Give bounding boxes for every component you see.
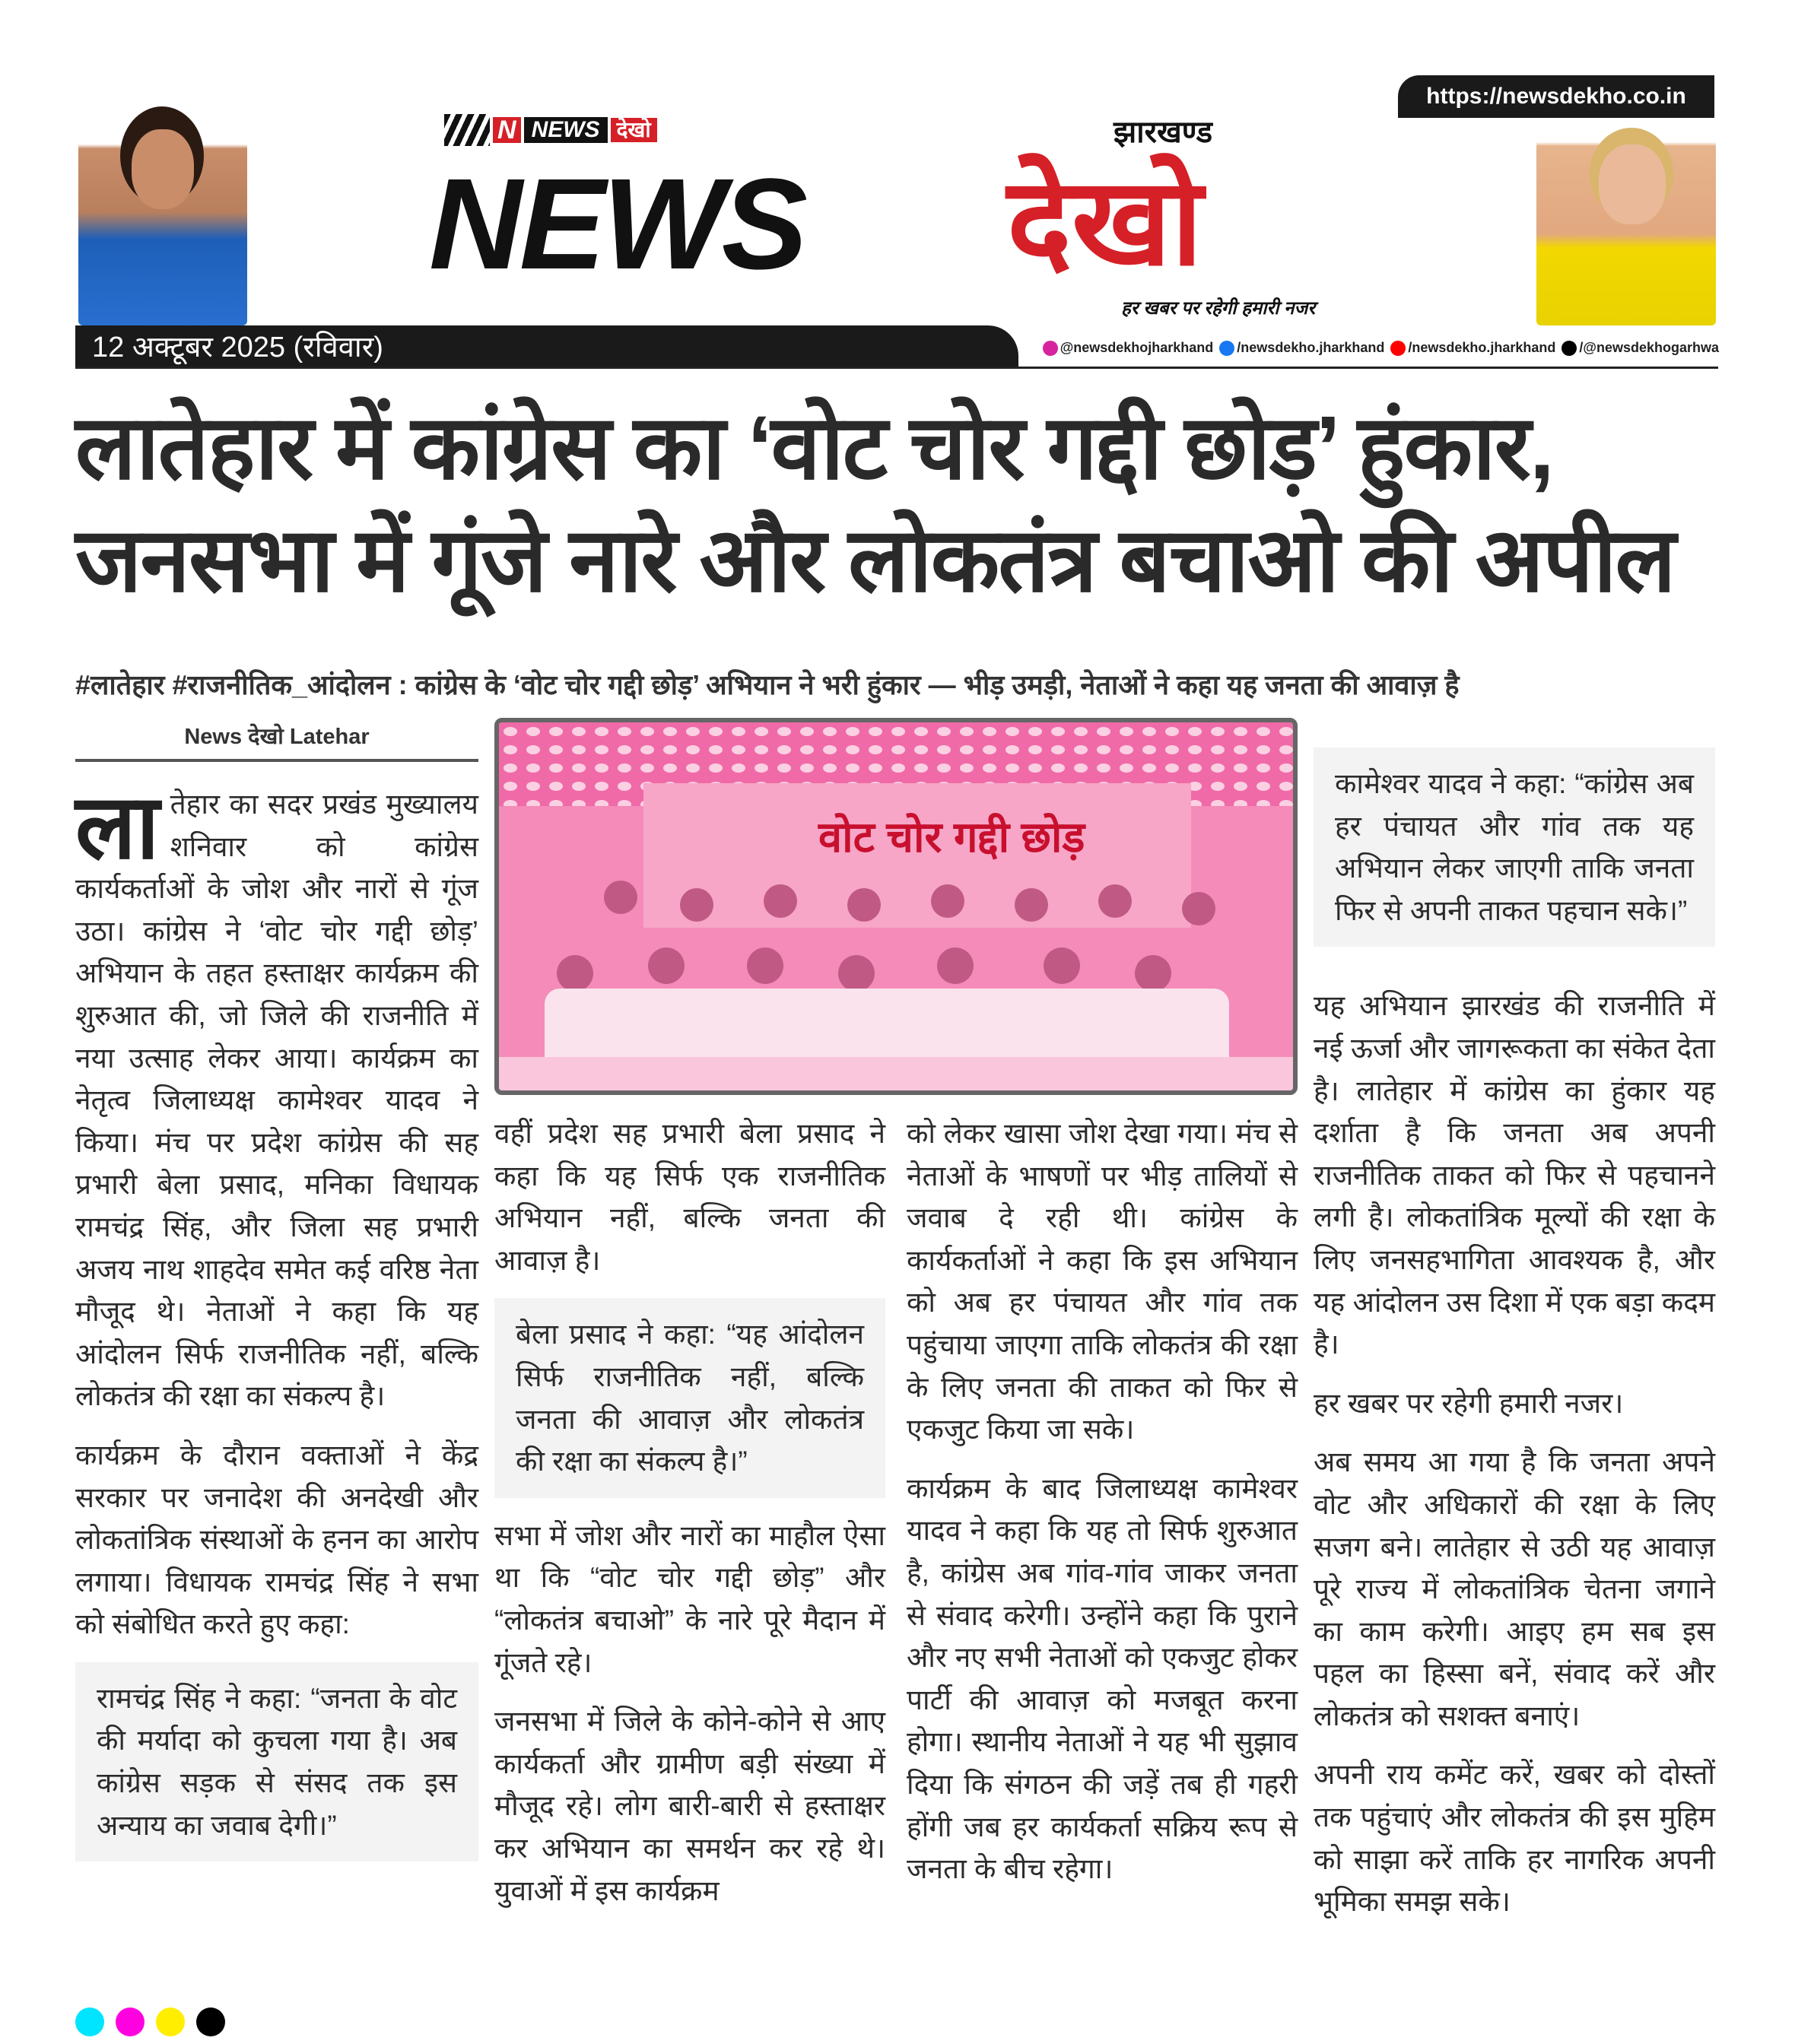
tagline: हर खबर पर रहेगी हमारी नजर (1121, 298, 1316, 319)
quote-kameshwar-yadav: कामेश्वर यादव ने कहा: “कांग्रेस अब हर पंचायत और गांव तक यह अभियान लेकर जाएगी ताकि जनता फिर से अपनी ताकत पहचान सके।” (1314, 747, 1715, 947)
date-bar (75, 325, 1018, 367)
paragraph: यह अभियान झारखंड की राजनीति में नई ऊर्जा और जागरूकता का संकेत देता है। लातेहार में कांग्रेस का हुंकार यह दर्शाता है कि जनता अब अपनी राजनीतिक ताकत को फिर से पहचानने लगी है। लोकतांत्रिक मूल्यों की रक्षा के लिए जनसहभागिता आवश्यक है, और यह आंदोलन उस दिशा में एक बड़ा कदम है। (1314, 990, 1715, 1360)
social-x[interactable]: /@newsdekhogarhwa (1561, 341, 1719, 356)
quote-bela-prasad: बेला प्रसाद ने कहा: “यह आंदोलन सिर्फ राजनीतिक नहीं, बल्कि जनता की आवाज़ और लोकतंत्र की रक्षा का संकल्प है।” (494, 1298, 885, 1497)
drop-cap: ला (75, 777, 160, 878)
x-icon (1561, 341, 1577, 356)
byline: News देखो Latehar (184, 725, 370, 749)
photo-banner-text: वोट चोर गद्दी छोड़ (818, 813, 1085, 861)
paragraph: सभा में जोश और नारों का माहौल ऐसा था कि “वोट चोर गद्दी छोड़” और “लोकतंत्र बचाओ” के नारे पूरे मैदान में गूंजते रहे। (494, 1519, 885, 1678)
article-column-4 (1314, 747, 1715, 1940)
paragraph: कार्यक्रम के बाद जिलाध्यक्ष कामेश्वर यादव ने कहा कि यह तो सिर्फ शुरुआत है, कांग्रेस अब गांव-गांव जाकर जनता से संवाद करेगी। उन्होंने कहा कि पुराने और नए सभी नेताओं को एकजुट होकर पार्टी की आवाज़ को मजबूत करना होगा। स्थानीय नेताओं ने यह भी सुझाव दिया कि संगठन की जड़ें तब ही गहरी होंगी जब हर कार्यकर्ता सक्रिय रूप से जनता के बीच रहेगा। (907, 1472, 1298, 1885)
print-mark-magenta (116, 2008, 145, 2036)
paragraph: को लेकर खासा जोश देखा गया। मंच से नेताओं के भाषणों पर भीड़ तालियों से जवाब दे रही थी। कांग्रेस के कार्यकर्ताओं ने कहा कि इस अभियान को अब हर पंचायत और गांव तक पहुंचाया जाएगा ताकि लोकतंत्र की रक्षा के लिए जनता की ताकत को फिर से एकजुट किया जा सके। (907, 1118, 1298, 1446)
paragraph: अब समय आ गया है कि जनता अपने वोट और अधिकारों की रक्षा के लिए सजग बने। लातेहार से उठी यह आवाज़ पूरे राज्य में लोकतांत्रिक चेतना जगाने का काम करेगी। आइए हम सब इस पहल का हिस्सा बनें, संवाद करें और लोकतंत्र को सशक्त बनाएं। (1314, 1446, 1715, 1731)
event-photo-image (499, 722, 1298, 1095)
right-player-photo (1536, 122, 1716, 325)
paragraph: वहीं प्रदेश सह प्रभारी बेला प्रसाद ने कहा कि यह सिर्फ एक राजनीतिक अभियान नहीं, बल्कि जनता की आवाज़ है। (494, 1118, 885, 1276)
paragraph: जनसभा में जिले के कोने-कोने से आए कार्यकर्ता और ग्रामीण बड़ी संख्या में मौजूद रहे। लोग बारी-बारी से हस्ताक्षर कर अभियान का समर्थन कर रहे थे। युवाओं में इस कार्यक्रम (494, 1706, 885, 1906)
event-photo (494, 718, 1298, 1095)
subheadline: #लातेहार #राजनीतिक_आंदोलन : कांग्रेस के ‘वोट चोर गद्दी छोड़’ अभियान ने भरी हुंकार — भीड़ उमड़ी, नेताओं ने कहा यह जनता की आवाज़ है (75, 669, 1460, 700)
header-rule (75, 367, 1718, 369)
small-logo: N NEWS देखो (444, 114, 657, 146)
social-facebook[interactable]: /newsdekho.jharkhand (1219, 341, 1384, 356)
paragraph: कार्यक्रम के दौरान वक्ताओं ने केंद्र सरकार पर जनादेश की अनदेखी और लोकतांत्रिक संस्थाओं के हनन का आरोप लगाया। विधायक रामचंद्र सिंह ने सभा को संबोधित करते हुए कहा: (75, 1439, 478, 1640)
quote-ramchandra-singh: रामचंद्र सिंह ने कहा: “जनता के वोट की मर्यादा को कुचला गया है। अब कांग्रेस सड़क से संसद तक इस अन्याय का जवाब देगी।” (75, 1662, 478, 1862)
issue-date: 12 अक्टूबर 2025 (रविवार) (92, 332, 383, 363)
article-column-3 (907, 1112, 1298, 1907)
stripes-icon (444, 114, 490, 146)
print-mark-black (196, 2008, 225, 2036)
logo-region: झारखण्ड (1114, 116, 1213, 149)
social-instagram[interactable]: @newsdekhojharkhand (1043, 341, 1214, 356)
article-column-1: लातेहार का सदर प्रखंड मुख्यालय शनिवार को कांग्रेस कार्यकर्ताओं के जोश और नारों से गूंज उठा। कांग्रेस ने ‘वोट चोर गद्दी छोड़’ अभियान के तहत हस्ताक्षर कार्यक्रम की शुरुआत की, जो जिले की राजनीति में नया उत्साह लेकर आया। कार्यक्रम का नेतृत्व जिलाध्यक्ष कामेश्वर यादव ने किया। मंच पर प्रदेश कांग्रेस की सह प्रभारी बेला प्रसाद, मनिका विधायक रामचंद्र सिंह, और जिला सह प्रभारी अजय नाथ शाहदेव समेत कई वरिष्ठ नेता मौजूद थे। नेताओं ने कहा कि यह आंदोलन सिर्फ राजनीतिक नहीं, बल्कि लोकतंत्र की रक्षा का संकल्प है। कार्यक्रम के दौरान वक्ताओं ने केंद्र सरकार पर जनादेश की अनदेखी और लोकतांत्रिक संस्थाओं के हनन का आरोप लगाया। विधायक रामचंद्र सिंह ने सभा को संबोधित करते हुए कहा: रामचंद्र सिंह ने कहा: “जनता के वोट की मर्यादा को कुचला गया है। अब कांग्रेस सड़क से संसद तक इस अन्याय का जवाब देगी।” (75, 783, 478, 1878)
social-youtube[interactable]: /newsdekho.jharkhand (1390, 341, 1555, 356)
paragraph: हर खबर पर रहेगी हमारी नजर। (1314, 1387, 1624, 1419)
paragraph: अपनी राय कमेंट करें, खबर को दोस्तों तक पहुंचाएं और लोकतंत्र की इस मुहिम को साझा करें ताकि हर नागरिक अपनी भूमिका समझ सके। (1314, 1759, 1715, 1918)
newsdekho-logo (429, 114, 1372, 327)
youtube-icon (1390, 341, 1406, 356)
logo-dekho: देखो (1007, 154, 1203, 290)
article-column-2 (494, 1112, 885, 1928)
instagram-icon (1043, 341, 1058, 356)
left-player-photo (78, 99, 247, 325)
print-mark-cyan (75, 2008, 104, 2036)
byline-rule (75, 759, 478, 762)
logo-news: NEWS (429, 160, 805, 289)
social-links (1034, 341, 1719, 356)
facebook-icon (1219, 341, 1234, 356)
headline: लातेहार में कांग्रेस का ‘वोट चोर गद्दी छोड़’ हुंकार, जनसभा में गूंजे नारे और लोकतंत्र बचाओ की अपील (75, 398, 1675, 611)
print-mark-yellow (156, 2008, 185, 2036)
website-url[interactable]: https://newsdekho.co.in (1398, 75, 1714, 118)
